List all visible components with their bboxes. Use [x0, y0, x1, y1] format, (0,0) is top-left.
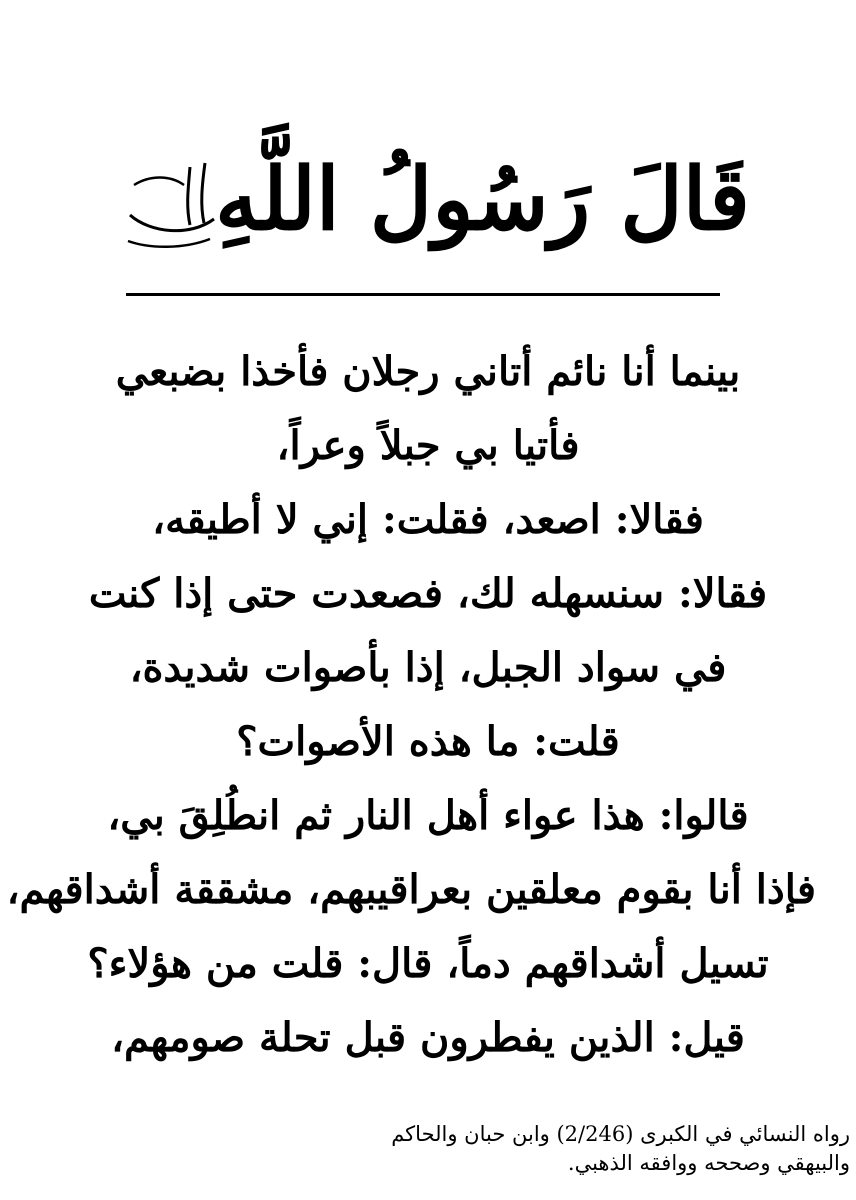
hadith-line: فإذا أنا بقوم معلقين بعراقيبهم، مشققة أشداقهم،: [6, 866, 816, 913]
header: [110, 125, 750, 275]
hadith-line: قلت: ما هذه الأصوات؟: [236, 718, 620, 765]
hadith-line: فأتيا بي جبلاً وعراً،: [276, 422, 580, 469]
source-line-1: رواه النسائي في الكبرى (2/246) وابن حبان والحاكم: [391, 1122, 850, 1146]
source-citation: [270, 1120, 850, 1178]
hadith-line: قيل: الذين يفطرون قبل تحلة صومهم،: [111, 1014, 745, 1061]
hadith-line: في سواد الجبل، إذا بأصوات شديدة،: [129, 644, 727, 691]
hadith-text: [6, 335, 816, 1075]
hadith-line: تسيل أشداقهم دماً، قال: قلت من هؤلاء؟: [87, 940, 769, 987]
salawat-calligraphy-icon: [110, 145, 193, 255]
hadith-line: قالوا: هذا عواء أهل النار ثم انطُلِقَ بي،: [107, 792, 749, 839]
divider-line: [126, 293, 720, 296]
hadith-line: بينما أنا نائم أتاني رجلان فأخذا بضبعي: [115, 348, 741, 395]
source-line-2: والبيهقي وصححه ووافقه الذهبي.: [567, 1151, 850, 1175]
title: قَالَ رَسُولُ اللَّهِ: [215, 149, 750, 250]
hadith-line: فقالا: اصعد، فقلت: إني لا أطيقه،: [152, 496, 704, 543]
hadith-line: فقالا: سنسهله لك، فصعدت حتى إذا كنت: [88, 570, 768, 617]
